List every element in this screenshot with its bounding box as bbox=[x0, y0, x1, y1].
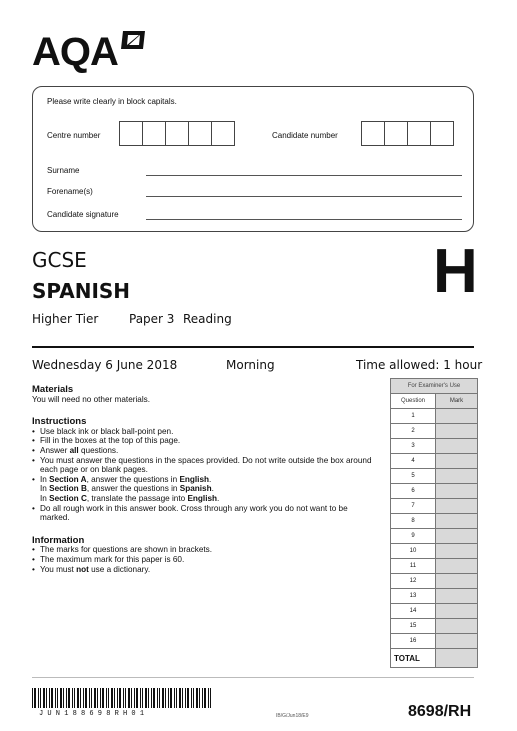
barcode-bar bbox=[119, 688, 121, 708]
exam-level: GCSE bbox=[32, 248, 87, 272]
item-text: . bbox=[211, 484, 214, 494]
table-row bbox=[391, 469, 478, 484]
bullet-icon: • bbox=[32, 436, 35, 446]
item-text: The marks for questions are shown in brackets. bbox=[40, 545, 213, 555]
barcode-bar bbox=[80, 688, 81, 708]
signature-label: Candidate signature bbox=[47, 210, 119, 219]
item-text: Use black ink or black ball-point pen. bbox=[40, 426, 174, 436]
barcode-bar bbox=[83, 688, 84, 708]
bullet-icon: • bbox=[32, 564, 35, 574]
barcode-bar bbox=[102, 688, 104, 708]
footer-rule bbox=[32, 677, 474, 678]
barcode-bar bbox=[91, 688, 92, 708]
instruction-item bbox=[32, 445, 377, 456]
barcode-bar bbox=[40, 688, 41, 708]
bullet-icon: • bbox=[32, 503, 35, 513]
barcode-bar bbox=[77, 688, 79, 708]
barcode-bar bbox=[114, 688, 115, 708]
barcode-bar bbox=[111, 688, 113, 708]
information-list bbox=[32, 545, 377, 574]
table-row bbox=[391, 619, 478, 634]
barcode-bar bbox=[199, 688, 200, 708]
question-number: 7 bbox=[391, 499, 436, 514]
item-text: . bbox=[217, 493, 220, 503]
table-row bbox=[391, 634, 478, 649]
table-row bbox=[391, 559, 478, 574]
emphasis-text: all bbox=[69, 445, 79, 455]
mark-cell bbox=[436, 634, 478, 649]
centre-number-cell[interactable] bbox=[142, 121, 166, 146]
exam-subject: SPANISH bbox=[32, 279, 131, 303]
item-text: In bbox=[40, 493, 50, 503]
instructions-heading: Instructions bbox=[32, 416, 87, 428]
instruction-item bbox=[40, 494, 377, 504]
examiner-table-title: For Examiner's Use bbox=[391, 379, 478, 394]
barcode-bar bbox=[174, 688, 175, 708]
item-text: , answer the questions in bbox=[86, 474, 180, 484]
barcode-text: J U N 1 8 8 6 9 8 R H 0 1 bbox=[39, 710, 145, 718]
barcode-bar bbox=[72, 688, 73, 708]
barcode-bar bbox=[162, 688, 164, 708]
candidate-number-cell[interactable] bbox=[430, 121, 454, 146]
examiner-use-table bbox=[390, 378, 478, 668]
total-mark-cell bbox=[436, 649, 478, 668]
mark-cell bbox=[436, 439, 478, 454]
job-reference: IB/G/Jun18/E9 bbox=[276, 713, 309, 719]
table-row bbox=[391, 604, 478, 619]
barcode-bar bbox=[63, 688, 64, 708]
candidate-number-label: Candidate number bbox=[272, 131, 338, 140]
barcode-bar bbox=[128, 688, 130, 708]
centre-number-cell[interactable] bbox=[119, 121, 143, 146]
question-number: 6 bbox=[391, 484, 436, 499]
instruction-item bbox=[40, 484, 377, 494]
forename-field[interactable] bbox=[146, 196, 462, 197]
barcode-bar bbox=[202, 688, 203, 708]
mark-cell bbox=[436, 574, 478, 589]
exam-component: Reading bbox=[183, 312, 232, 326]
barcode-bar bbox=[38, 688, 39, 708]
question-number: 12 bbox=[391, 574, 436, 589]
mark-cell bbox=[436, 544, 478, 559]
mark-cell bbox=[436, 529, 478, 544]
barcode-bar bbox=[97, 688, 98, 708]
mark-cell bbox=[436, 559, 478, 574]
question-number: 3 bbox=[391, 439, 436, 454]
item-text: You must answer the questions in the spaces provided. Do not write outside the box around each page or on blank pages. bbox=[40, 455, 372, 475]
emphasis-text: Section A bbox=[49, 474, 87, 484]
question-number: 5 bbox=[391, 469, 436, 484]
table-row bbox=[391, 439, 478, 454]
barcode-bar bbox=[43, 688, 45, 708]
instruction-item bbox=[32, 474, 377, 485]
emphasis-text: Spanish bbox=[179, 484, 212, 494]
aqa-logo-mark-icon bbox=[120, 30, 146, 50]
barcode-bar bbox=[193, 688, 194, 708]
barcode-bar bbox=[108, 688, 109, 708]
question-number: 8 bbox=[391, 514, 436, 529]
table-row bbox=[391, 529, 478, 544]
mark-column-header: Mark bbox=[436, 394, 478, 409]
signature-field[interactable] bbox=[146, 219, 462, 220]
question-number: 4 bbox=[391, 454, 436, 469]
surname-label: Surname bbox=[47, 166, 80, 175]
barcode-bar bbox=[182, 688, 183, 708]
barcode-bar bbox=[57, 688, 58, 708]
barcode-bar bbox=[106, 688, 107, 708]
barcode-bar bbox=[210, 688, 211, 708]
exam-session: Morning bbox=[226, 358, 275, 372]
barcode-bar bbox=[46, 688, 47, 708]
barcode-bar bbox=[153, 688, 155, 708]
barcode-bar bbox=[208, 688, 209, 708]
candidate-number-field[interactable] bbox=[362, 121, 454, 146]
bullet-icon: • bbox=[32, 554, 35, 564]
instruction-item bbox=[32, 503, 377, 523]
barcode-bar bbox=[94, 688, 96, 708]
item-text: In bbox=[40, 484, 50, 494]
barcode-bar bbox=[185, 688, 186, 708]
barcode-bar bbox=[85, 688, 87, 708]
barcode-bar bbox=[68, 688, 70, 708]
centre-number-cell[interactable] bbox=[165, 121, 189, 146]
item-text: In bbox=[40, 474, 50, 484]
bullet-icon: • bbox=[32, 455, 35, 465]
mark-cell bbox=[436, 604, 478, 619]
table-row bbox=[391, 424, 478, 439]
barcode-bar bbox=[145, 688, 147, 708]
item-text: , answer the questions in bbox=[86, 484, 180, 494]
table-row bbox=[391, 589, 478, 604]
question-number: 1 bbox=[391, 409, 436, 424]
barcode-bar bbox=[159, 688, 160, 708]
centre-number-field[interactable] bbox=[120, 121, 235, 146]
bullet-icon: • bbox=[32, 445, 35, 455]
mark-cell bbox=[436, 454, 478, 469]
item-text: use a dictionary. bbox=[88, 564, 151, 574]
information-heading: Information bbox=[32, 534, 85, 546]
exam-paper: Paper 3 bbox=[129, 312, 175, 326]
barcode-icon bbox=[32, 688, 214, 708]
table-row bbox=[391, 499, 478, 514]
barcode-bar bbox=[176, 688, 177, 708]
question-number: 15 bbox=[391, 619, 436, 634]
mark-cell bbox=[436, 469, 478, 484]
candidate-number-cell[interactable] bbox=[407, 121, 431, 146]
table-row bbox=[391, 454, 478, 469]
surname-field[interactable] bbox=[146, 175, 462, 176]
item-text: Do all rough work in this answer book. Cross through any work you do not want to be marked. bbox=[40, 503, 348, 523]
centre-number-label: Centre number bbox=[47, 131, 101, 140]
barcode-bar bbox=[151, 688, 152, 708]
barcode-bar bbox=[117, 688, 118, 708]
question-number: 2 bbox=[391, 424, 436, 439]
centre-number-cell[interactable] bbox=[211, 121, 235, 146]
instruction-item bbox=[32, 436, 377, 446]
table-row bbox=[391, 409, 478, 424]
barcode-bar bbox=[204, 688, 206, 708]
barcode-bar bbox=[168, 688, 169, 708]
total-row bbox=[391, 649, 478, 668]
forename-label: Forename(s) bbox=[47, 187, 93, 196]
candidate-details-box bbox=[32, 86, 474, 232]
barcode-bar bbox=[142, 688, 143, 708]
barcode-bar bbox=[55, 688, 56, 708]
item-text: Fill in the boxes at the top of this page. bbox=[40, 436, 181, 446]
barcode-bar bbox=[196, 688, 198, 708]
item-text: , translate the passage into bbox=[86, 493, 188, 503]
information-item bbox=[32, 564, 377, 575]
barcode-bar bbox=[100, 688, 101, 708]
barcode-bar bbox=[49, 688, 50, 708]
materials-heading: Materials bbox=[32, 384, 74, 395]
item-text: You must bbox=[40, 564, 77, 574]
emphasis-text: Section B bbox=[49, 484, 87, 494]
exam-tier: Higher Tier bbox=[32, 312, 99, 326]
centre-number-cell[interactable] bbox=[188, 121, 212, 146]
barcode-bar bbox=[136, 688, 138, 708]
item-text: Answer bbox=[40, 445, 70, 455]
candidate-number-cell[interactable] bbox=[384, 121, 408, 146]
question-number: 13 bbox=[391, 589, 436, 604]
mark-cell bbox=[436, 424, 478, 439]
barcode-bar bbox=[60, 688, 62, 708]
front-page-notes bbox=[32, 385, 377, 574]
mark-cell bbox=[436, 589, 478, 604]
block-capitals-instruction: Please write clearly in block capitals. bbox=[47, 97, 177, 106]
barcode-bar bbox=[51, 688, 53, 708]
table-row bbox=[391, 514, 478, 529]
information-item bbox=[32, 554, 377, 565]
instruction-item bbox=[32, 455, 377, 475]
total-label: TOTAL bbox=[391, 649, 436, 668]
information-item bbox=[32, 545, 377, 555]
question-number: 14 bbox=[391, 604, 436, 619]
barcode-bar bbox=[89, 688, 90, 708]
exam-date: Wednesday 6 June 2018 bbox=[32, 358, 178, 372]
instruction-item bbox=[32, 426, 377, 437]
question-number: 16 bbox=[391, 634, 436, 649]
aqa-logo bbox=[32, 30, 146, 72]
barcode-bar bbox=[140, 688, 141, 708]
bullet-icon: • bbox=[32, 426, 35, 436]
section-divider bbox=[32, 346, 474, 348]
table-row bbox=[391, 484, 478, 499]
mark-cell bbox=[436, 514, 478, 529]
barcode-bar bbox=[179, 688, 181, 708]
mark-cell bbox=[436, 484, 478, 499]
emphasis-text: not bbox=[76, 564, 89, 574]
barcode-bar bbox=[131, 688, 132, 708]
emphasis-text: English bbox=[187, 493, 218, 503]
barcode-bar bbox=[125, 688, 126, 708]
item-text: . bbox=[209, 474, 212, 484]
tier-letter: H bbox=[433, 237, 478, 306]
item-text: The maximum mark for this paper is 60. bbox=[40, 554, 185, 564]
mark-cell bbox=[436, 499, 478, 514]
barcode-bar bbox=[134, 688, 135, 708]
candidate-number-cell[interactable] bbox=[361, 121, 385, 146]
time-allowed: Time allowed: 1 hour bbox=[356, 358, 483, 372]
question-column-header: Question bbox=[391, 394, 436, 409]
barcode-bar bbox=[157, 688, 158, 708]
mark-cell bbox=[436, 409, 478, 424]
barcode-bar bbox=[66, 688, 67, 708]
barcode-bar bbox=[148, 688, 149, 708]
bullet-icon: • bbox=[32, 474, 35, 484]
item-text: questions. bbox=[78, 445, 119, 455]
barcode-bar bbox=[187, 688, 189, 708]
emphasis-text: English bbox=[179, 474, 210, 484]
question-number: 9 bbox=[391, 529, 436, 544]
table-row bbox=[391, 544, 478, 559]
paper-code: 8698/RH bbox=[408, 703, 472, 720]
barcode-bar bbox=[170, 688, 172, 708]
barcode-bar bbox=[34, 688, 36, 708]
emphasis-text: Section C bbox=[49, 493, 87, 503]
logo-text: AQA bbox=[32, 30, 118, 74]
instructions-list bbox=[32, 427, 377, 523]
materials-text: You will need no other materials. bbox=[32, 394, 151, 404]
question-number: 11 bbox=[391, 559, 436, 574]
mark-cell bbox=[436, 619, 478, 634]
barcode-bar bbox=[32, 688, 33, 708]
barcode-bar bbox=[165, 688, 166, 708]
barcode-bar bbox=[74, 688, 75, 708]
question-number: 10 bbox=[391, 544, 436, 559]
table-row bbox=[391, 574, 478, 589]
barcode-bar bbox=[123, 688, 124, 708]
barcode-bar bbox=[191, 688, 192, 708]
bullet-icon: • bbox=[32, 545, 35, 555]
